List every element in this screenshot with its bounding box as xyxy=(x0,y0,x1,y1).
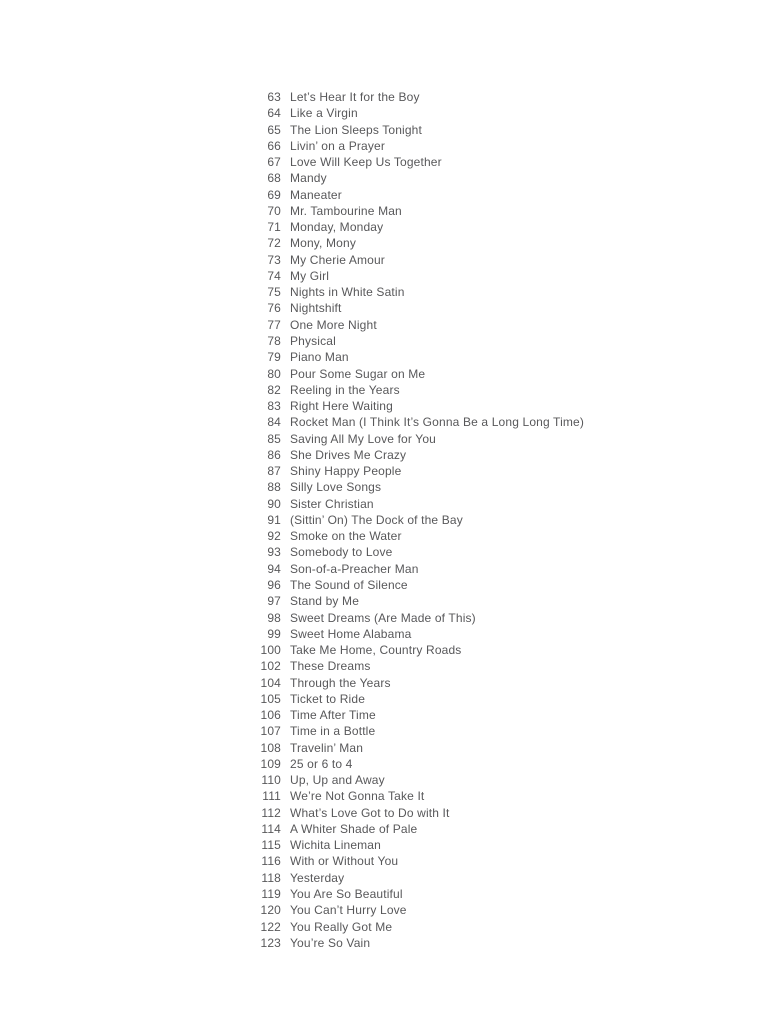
song-page-number: 108 xyxy=(260,740,281,755)
song-row xyxy=(232,902,584,918)
song-title: We’re Not Gonna Take It xyxy=(290,789,425,804)
song-page-number: 98 xyxy=(267,610,281,625)
song-row xyxy=(232,577,584,593)
song-row xyxy=(232,919,584,935)
song-page-number: 80 xyxy=(267,366,281,381)
song-title: Physical xyxy=(290,333,336,348)
song-title: Time in a Bottle xyxy=(290,724,376,739)
song-title: You Can’t Hurry Love xyxy=(290,903,407,918)
song-title: A Whiter Shade of Pale xyxy=(290,821,418,836)
song-row xyxy=(232,805,584,821)
song-row xyxy=(232,642,584,658)
song-page-number: 115 xyxy=(261,838,281,853)
song-row xyxy=(232,886,584,902)
song-page-number: 65 xyxy=(267,122,281,137)
song-page-number: 79 xyxy=(267,350,281,365)
song-row xyxy=(232,89,584,105)
song-page-number: 64 xyxy=(267,106,281,121)
song-row xyxy=(232,788,584,804)
song-title: Sweet Home Alabama xyxy=(290,626,412,641)
song-page-number: 111 xyxy=(262,789,281,804)
song-page-number: 68 xyxy=(267,171,281,186)
song-title: My Cherie Amour xyxy=(290,252,385,267)
song-page-number: 112 xyxy=(261,805,281,820)
song-row xyxy=(232,252,584,268)
song-page-number: 116 xyxy=(261,854,281,869)
song-page-number: 74 xyxy=(267,268,281,283)
song-row xyxy=(232,837,584,853)
song-title: The Lion Sleeps Tonight xyxy=(290,122,422,137)
song-title: Yesterday xyxy=(290,870,345,885)
song-title: The Sound of Silence xyxy=(290,577,408,592)
song-row xyxy=(232,170,584,186)
song-page-number: 92 xyxy=(267,529,281,544)
song-row xyxy=(232,235,584,251)
song-row xyxy=(232,187,584,203)
song-title: Shiny Happy People xyxy=(290,464,402,479)
song-page-number: 104 xyxy=(260,675,281,690)
song-page-number: 119 xyxy=(261,887,281,902)
song-title: Ticket to Ride xyxy=(290,691,366,706)
song-page-number: 87 xyxy=(267,464,281,479)
song-row xyxy=(232,105,584,121)
song-row xyxy=(232,122,584,138)
song-title: Stand by Me xyxy=(290,594,360,609)
song-title: Love Will Keep Us Together xyxy=(290,155,442,170)
song-page-number: 67 xyxy=(267,155,281,170)
song-row xyxy=(232,431,584,447)
song-title: 25 or 6 to 4 xyxy=(290,756,353,771)
song-page-number: 69 xyxy=(267,187,281,202)
song-row xyxy=(232,658,584,674)
song-row xyxy=(232,610,584,626)
song-row xyxy=(232,138,584,154)
song-page-number: 73 xyxy=(267,252,281,267)
song-row xyxy=(232,463,584,479)
song-page-number: 99 xyxy=(267,626,281,641)
song-page-number: 94 xyxy=(267,561,281,576)
song-page-number: 84 xyxy=(267,415,281,430)
song-list xyxy=(232,89,584,951)
song-page-number: 120 xyxy=(260,903,281,918)
song-title: Rocket Man (I Think It’s Gonna Be a Long Long Time) xyxy=(290,415,585,430)
song-row xyxy=(232,772,584,788)
song-row xyxy=(232,398,584,414)
song-page-number: 96 xyxy=(267,577,281,592)
song-row xyxy=(232,333,584,349)
song-title: You’re So Vain xyxy=(290,935,371,950)
song-row xyxy=(232,268,584,284)
song-page-number: 118 xyxy=(261,870,281,885)
song-title: Mr. Tambourine Man xyxy=(290,203,402,218)
song-row xyxy=(232,203,584,219)
song-page-number: 63 xyxy=(267,90,281,104)
song-title: Maneater xyxy=(290,187,342,202)
song-page-number: 100 xyxy=(260,643,281,658)
song-row xyxy=(232,219,584,235)
song-row xyxy=(232,853,584,869)
song-page-number: 93 xyxy=(267,545,281,560)
song-row xyxy=(232,561,584,577)
song-title: Travelin’ Man xyxy=(290,740,364,755)
song-page-number: 83 xyxy=(267,399,281,414)
song-title: Time After Time xyxy=(290,708,376,723)
song-page-number: 106 xyxy=(260,708,281,723)
song-row xyxy=(232,414,584,430)
song-title: Livin’ on a Prayer xyxy=(290,138,385,153)
song-row xyxy=(232,870,584,886)
song-row xyxy=(232,317,584,333)
song-title: Somebody to Love xyxy=(290,545,393,560)
song-row xyxy=(232,349,584,365)
song-title: Sweet Dreams (Are Made of This) xyxy=(290,610,476,625)
song-page-number: 88 xyxy=(267,480,281,495)
song-page-number: 71 xyxy=(267,220,281,235)
song-row xyxy=(232,284,584,300)
song-page-number: 97 xyxy=(267,594,281,609)
song-title: Nightshift xyxy=(290,301,342,316)
song-title: Reeling in the Years xyxy=(290,382,400,397)
song-row xyxy=(232,691,584,707)
song-page-number: 102 xyxy=(260,659,281,674)
song-title: Mony, Mony xyxy=(290,236,356,251)
song-page-number: 66 xyxy=(267,138,281,153)
song-title: My Girl xyxy=(290,268,330,283)
song-row xyxy=(232,723,584,739)
song-title: Mandy xyxy=(290,171,327,186)
song-title: One More Night xyxy=(290,317,377,332)
song-page-number: 105 xyxy=(260,691,281,706)
song-row xyxy=(232,593,584,609)
song-title: With or Without You xyxy=(290,854,399,869)
song-page-number: 76 xyxy=(267,301,281,316)
song-row xyxy=(232,544,584,560)
song-page-number: 109 xyxy=(260,756,281,771)
song-page-number: 90 xyxy=(267,496,281,511)
song-title: Saving All My Love for You xyxy=(290,431,436,446)
song-title: Through the Years xyxy=(290,675,391,690)
song-title: Pour Some Sugar on Me xyxy=(290,366,426,381)
song-page-number: 86 xyxy=(267,447,281,462)
song-title: What’s Love Got to Do with It xyxy=(290,805,450,820)
song-row xyxy=(232,447,584,463)
song-page-number: 110 xyxy=(261,773,281,788)
song-title: Sister Christian xyxy=(290,496,374,511)
song-title: (Sittin’ On) The Dock of the Bay xyxy=(290,512,463,527)
song-page-number: 122 xyxy=(260,919,281,934)
song-title: Piano Man xyxy=(290,350,349,365)
song-page-number: 107 xyxy=(260,724,281,739)
song-title: These Dreams xyxy=(290,659,371,674)
song-title: Nights in White Satin xyxy=(290,285,405,300)
song-title: Up, Up and Away xyxy=(290,773,385,788)
song-title: You Really Got Me xyxy=(290,919,393,934)
song-page-number: 72 xyxy=(267,236,281,251)
song-title: Right Here Waiting xyxy=(290,399,393,414)
song-row xyxy=(232,626,584,642)
song-title: Like a Virgin xyxy=(290,106,358,121)
song-row xyxy=(232,300,584,316)
song-row xyxy=(232,707,584,723)
song-page-number: 114 xyxy=(261,821,281,836)
song-row xyxy=(232,366,584,382)
song-title: Take Me Home, Country Roads xyxy=(290,643,462,658)
song-page-number: 77 xyxy=(267,317,281,332)
song-page-number: 70 xyxy=(267,203,281,218)
song-row xyxy=(232,512,584,528)
song-page-number: 123 xyxy=(260,935,281,950)
song-row xyxy=(232,382,584,398)
song-title: You Are So Beautiful xyxy=(290,887,403,902)
song-row xyxy=(232,528,584,544)
song-title: Let’s Hear It for the Boy xyxy=(290,90,420,104)
song-row xyxy=(232,756,584,772)
song-page-number: 75 xyxy=(267,285,281,300)
song-row xyxy=(232,154,584,170)
song-page-number: 82 xyxy=(267,382,281,397)
song-title: Son-of-a-Preacher Man xyxy=(290,561,419,576)
song-row xyxy=(232,675,584,691)
song-row xyxy=(232,479,584,495)
song-page-number: 91 xyxy=(267,512,281,527)
song-row xyxy=(232,496,584,512)
song-row xyxy=(232,821,584,837)
song-page-number: 85 xyxy=(267,431,281,446)
song-page-number: 78 xyxy=(267,333,281,348)
song-title: Monday, Monday xyxy=(290,220,384,235)
song-row xyxy=(232,740,584,756)
song-title: Silly Love Songs xyxy=(290,480,382,495)
song-title: She Drives Me Crazy xyxy=(290,447,407,462)
song-title: Wichita Lineman xyxy=(290,838,381,853)
song-row xyxy=(232,935,584,951)
song-title: Smoke on the Water xyxy=(290,529,402,544)
